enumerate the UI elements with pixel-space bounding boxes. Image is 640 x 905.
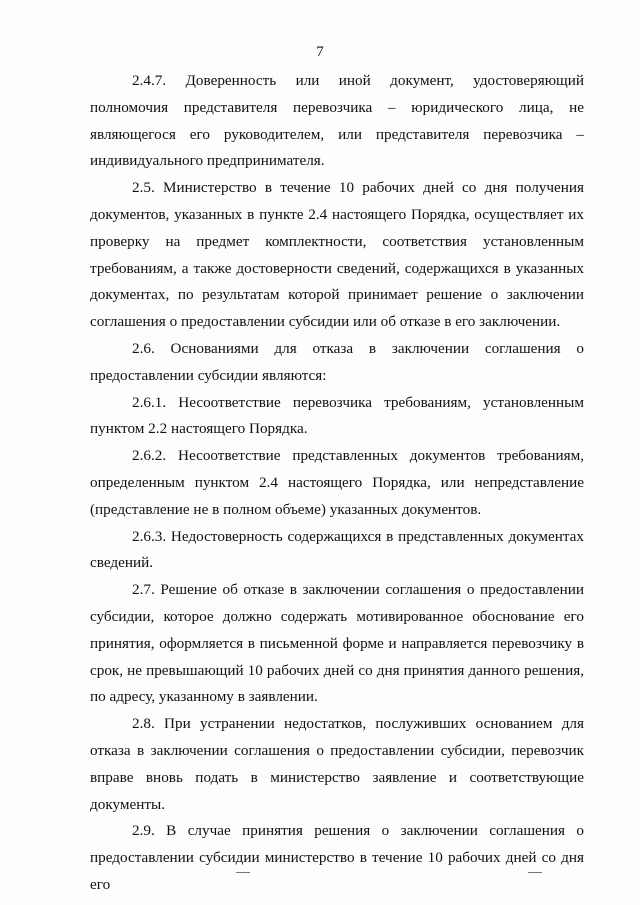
paragraph-2-6-1: 2.6.1. Несоответствие перевозчика требованиям, установленным пунктом 2.2 настоящего Порядка.: [90, 393, 584, 438]
document-body: [90, 68, 584, 899]
scan-artifact-mark: [236, 872, 250, 873]
paragraph-2-5: 2.5. Министерство в течение 10 рабочих дней со дня получения документов, указанных в пункте 2.4 настоящего Порядка, осуществляет их проверку на предмет комплектности, соответствия установленным требованиям, а также достоверности сведений, содержащихся в указанных документах, по результатам которой принимает решение о заключении соглашения о предоставлении субсидии или об отказе в его заключении.: [90, 179, 584, 331]
paragraph-2-8: 2.8. При устранении недостатков, послуживших основанием для отказа в заключении соглашения о предоставлении субсидии, перевозчик вправе вновь подать в министерство заявление и соответствующие документы.: [90, 715, 584, 813]
page-number: 7: [316, 44, 324, 60]
paragraph-2-6-2: 2.6.2. Несоответствие представленных документов требованиям, определенным пунктом 2.4 настоящего Порядка, или непредставление (представление не в полном объеме) указанных документов.: [90, 447, 584, 518]
paragraph-2-6: 2.6. Основаниями для отказа в заключении соглашения о предоставлении субсидии являются:: [90, 339, 584, 384]
paragraph-2-9: 2.9. В случае принятия решения о заключении соглашения о предоставлении субсидии министерство в течение 10 рабочих дней со дня его: [90, 822, 584, 893]
paragraph-2-4-7: 2.4.7. Доверенность или иной документ, удостоверяющий полномочия представителя перевозчика – юридического лица, не являющегося его руководителем, или представителя перевозчика – индивидуального предпринимателя.: [90, 72, 584, 170]
paragraph-2-7: 2.7. Решение об отказе в заключении соглашения о предоставлении субсидии, которое должно содержать мотивированное обоснование его принятия, оформляется в письменной форме и направляется перевозчику в срок, не превышающий 10 рабочих дней со дня принятия данного решения, по адресу, указанному в заявлении.: [90, 581, 584, 706]
scan-artifact-mark: [528, 872, 542, 873]
paragraph-2-6-3: 2.6.3. Недостоверность содержащихся в представленных документах сведений.: [90, 527, 584, 572]
